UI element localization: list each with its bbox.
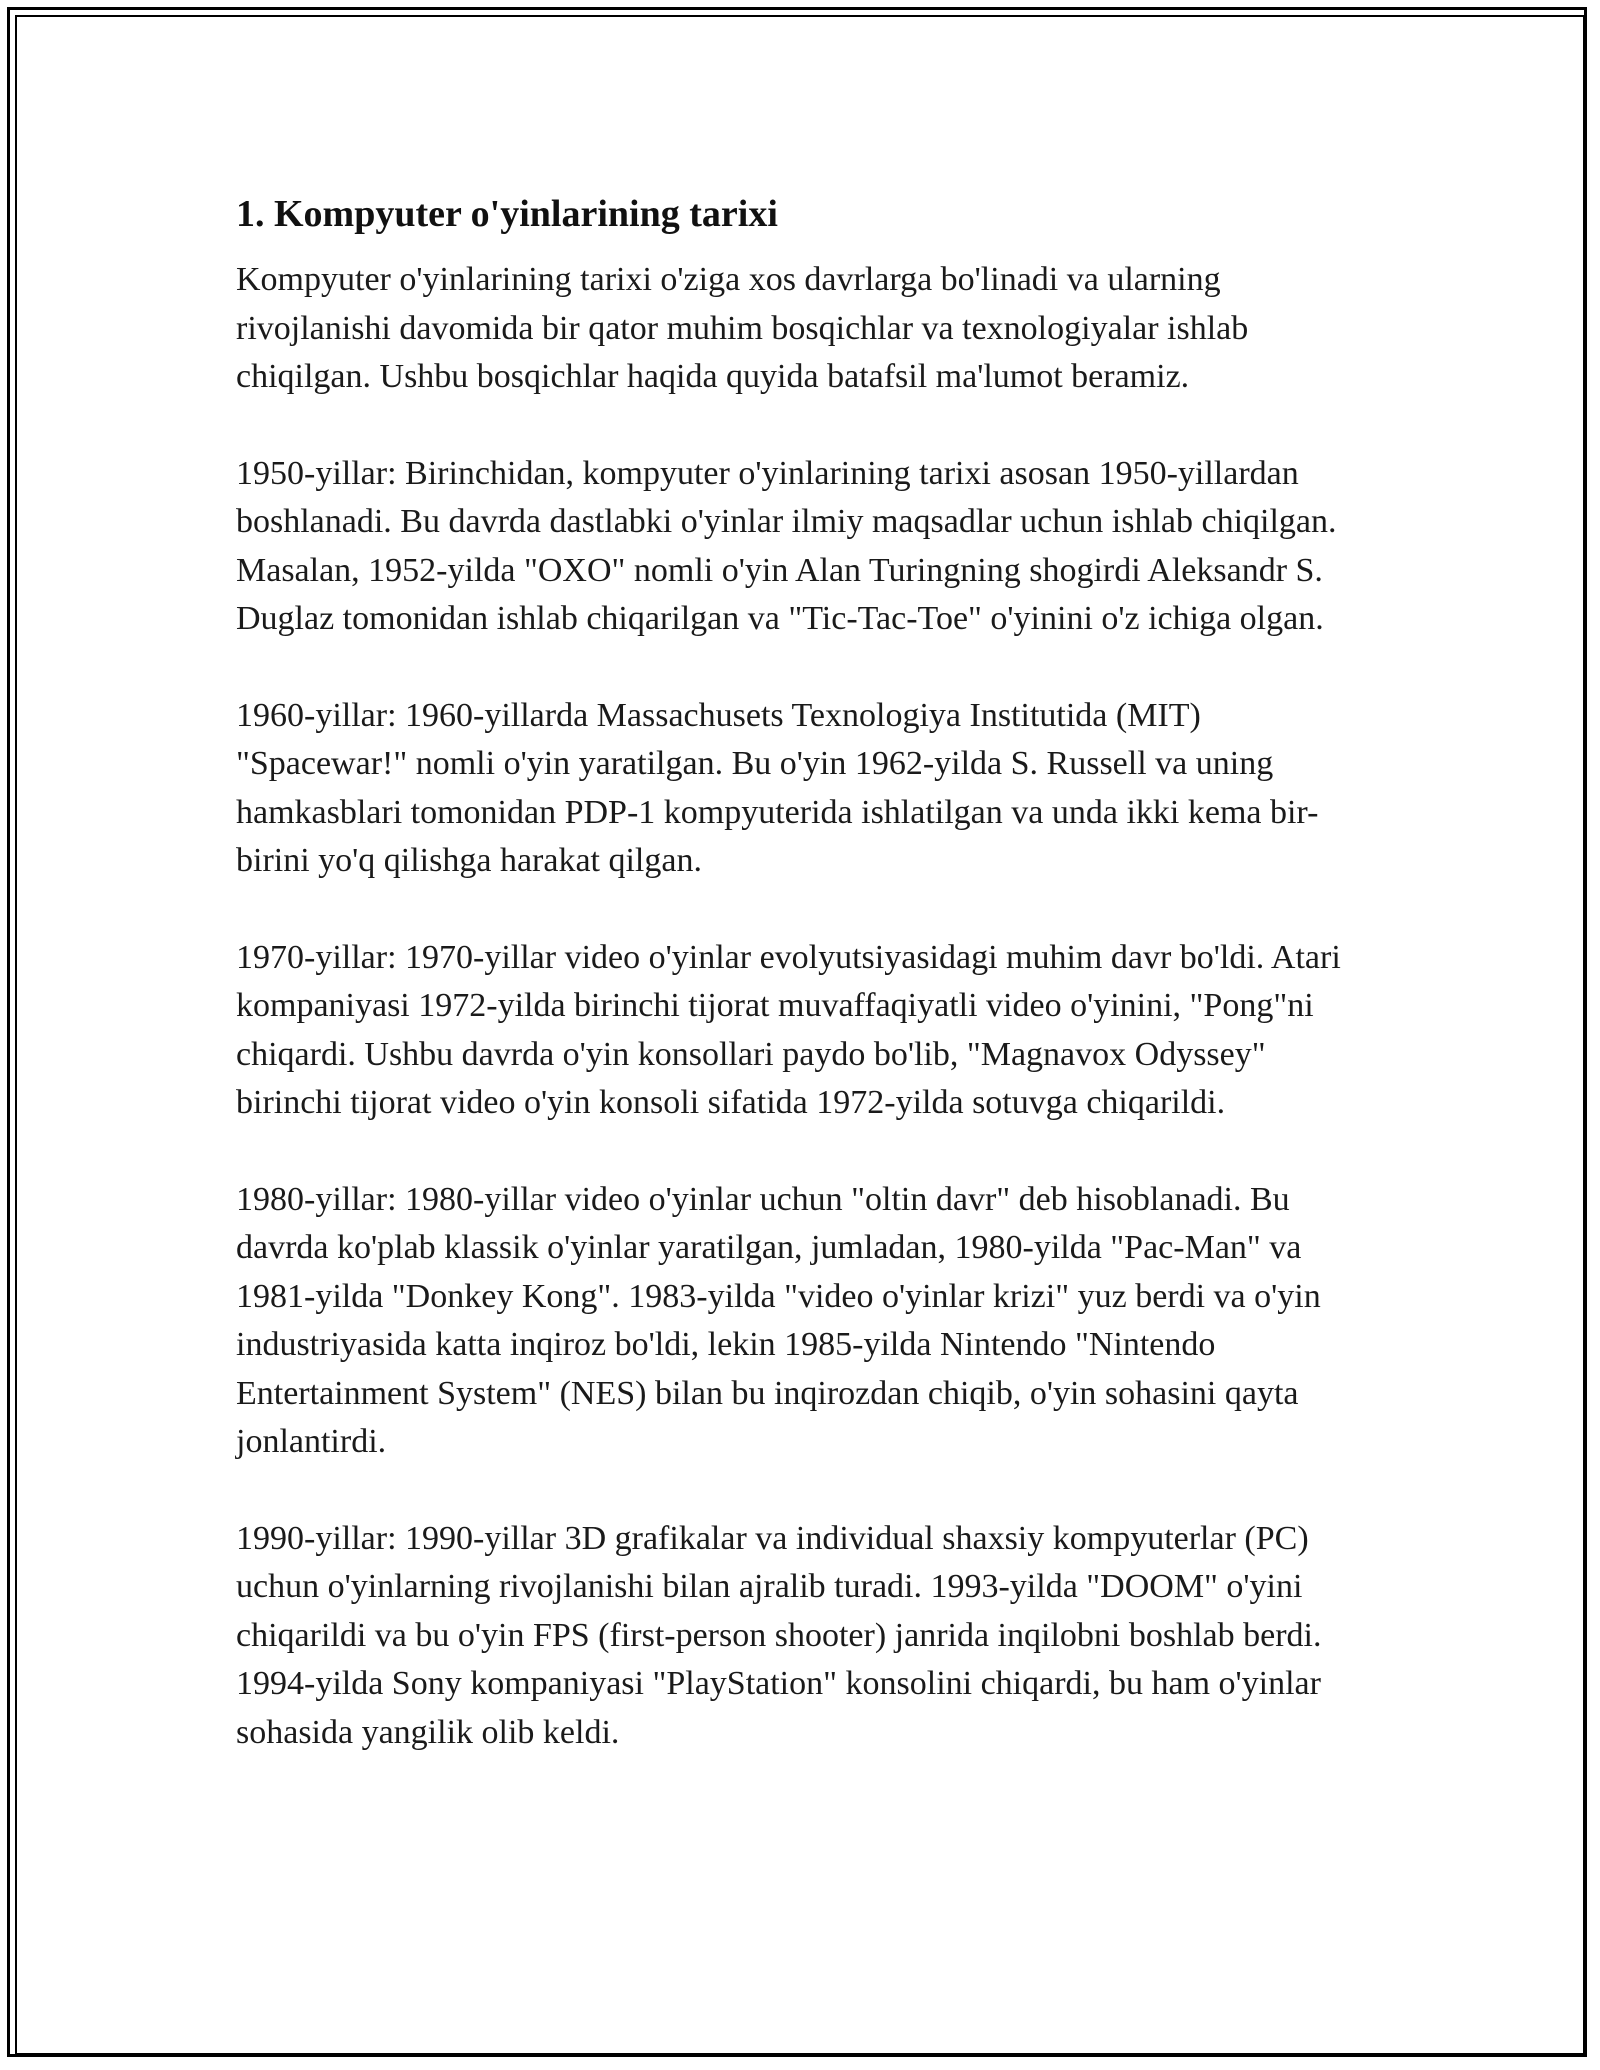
paragraph-1950s: 1950-yillar: Birinchidan, kompyuter o'yinlarining tarixi asosan 1950-yillardan boshlanadi. Bu davrda dastlabki o'yinlar ilmiy maqsadlar uchun ishlab chiqilgan. Masalan, 1952-yilda "OXO" nomli o'yin Alan Turingning shogirdi Aleksandr S. Duglaz tomonidan ishlab chiqarilgan va "Tic-Tac-Toe" o'yinini o'z ichiga olgan. xyxy=(236,454,1337,637)
document-body xyxy=(236,186,1366,1805)
paragraph-1970s: 1970-yillar: 1970-yillar video o'yinlar evolyutsiyasidagi muhim davr bo'ldi. Atari kompaniyasi 1972-yilda birinchi tijorat muvaffaqiyatli video o'yinini, "Pong"ni chiqardi. Ushbu davrda o'yin konsollari paydo bo'lib, "Magnavox Odyssey" birinchi tijorat video o'yin konsoli sifatida 1972-yilda sotuvga chiqarildi. xyxy=(236,938,1341,1121)
paragraph-1980s: 1980-yillar: 1980-yillar video o'yinlar uchun "oltin davr" deb hisoblanadi. Bu davrda ko'plab klassik o'yinlar yaratilgan, jumladan, 1980-yilda "Pac-Man" va 1981-yilda "Donkey Kong". 1983-yilda "video o'yinlar krizi" yuz berdi va o'yin industriyasida katta inqiroz bo'ldi, lekin 1985-yilda Nintendo "Nintendo Entertainment System" (NES) bilan bu inqirozdan chiqib, o'yin sohasini qayta jonlantirdi. xyxy=(236,1180,1321,1460)
section-title: 1. Kompyuter o'yinlarining tarixi xyxy=(236,193,778,235)
paragraph-intro: Kompyuter o'yinlarining tarixi o'ziga xos davrlarga bo'linadi va ularning rivojlanishi davomida bir qator muhim bosqichlar va texnologiyalar ishlab chiqilgan. Ushbu bosqichlar haqida quyida batafsil ma'lumot beramiz. xyxy=(236,261,1249,395)
paragraph-1960s: 1960-yillar: 1960-yillarda Massachusets Texnologiya Institutida (MIT) "Spacewar!" nomli o'yin yaratilgan. Bu o'yin 1962-yilda S. Russell va uning hamkasblari tomonidan PDP-1 kompyuterida ishlatilgan va unda ikki kema bir-birini yo'q qilishga harakat qilgan. xyxy=(236,696,1319,879)
paragraph-1990s: 1990-yillar: 1990-yillar 3D grafikalar va individual shaxsiy kompyuterlar (PC) uchun o'yinlarning rivojlanishi bilan ajralib turadi. 1993-yilda "DOOM" o'yini chiqarildi va bu o'yin FPS (first-person shooter) janrida inqilobni boshlab berdi. 1994-yilda Sony kompaniyasi "PlayStation" konsolini chiqardi, bu ham o'yinlar sohasida yangilik olib keldi. xyxy=(236,1519,1322,1751)
